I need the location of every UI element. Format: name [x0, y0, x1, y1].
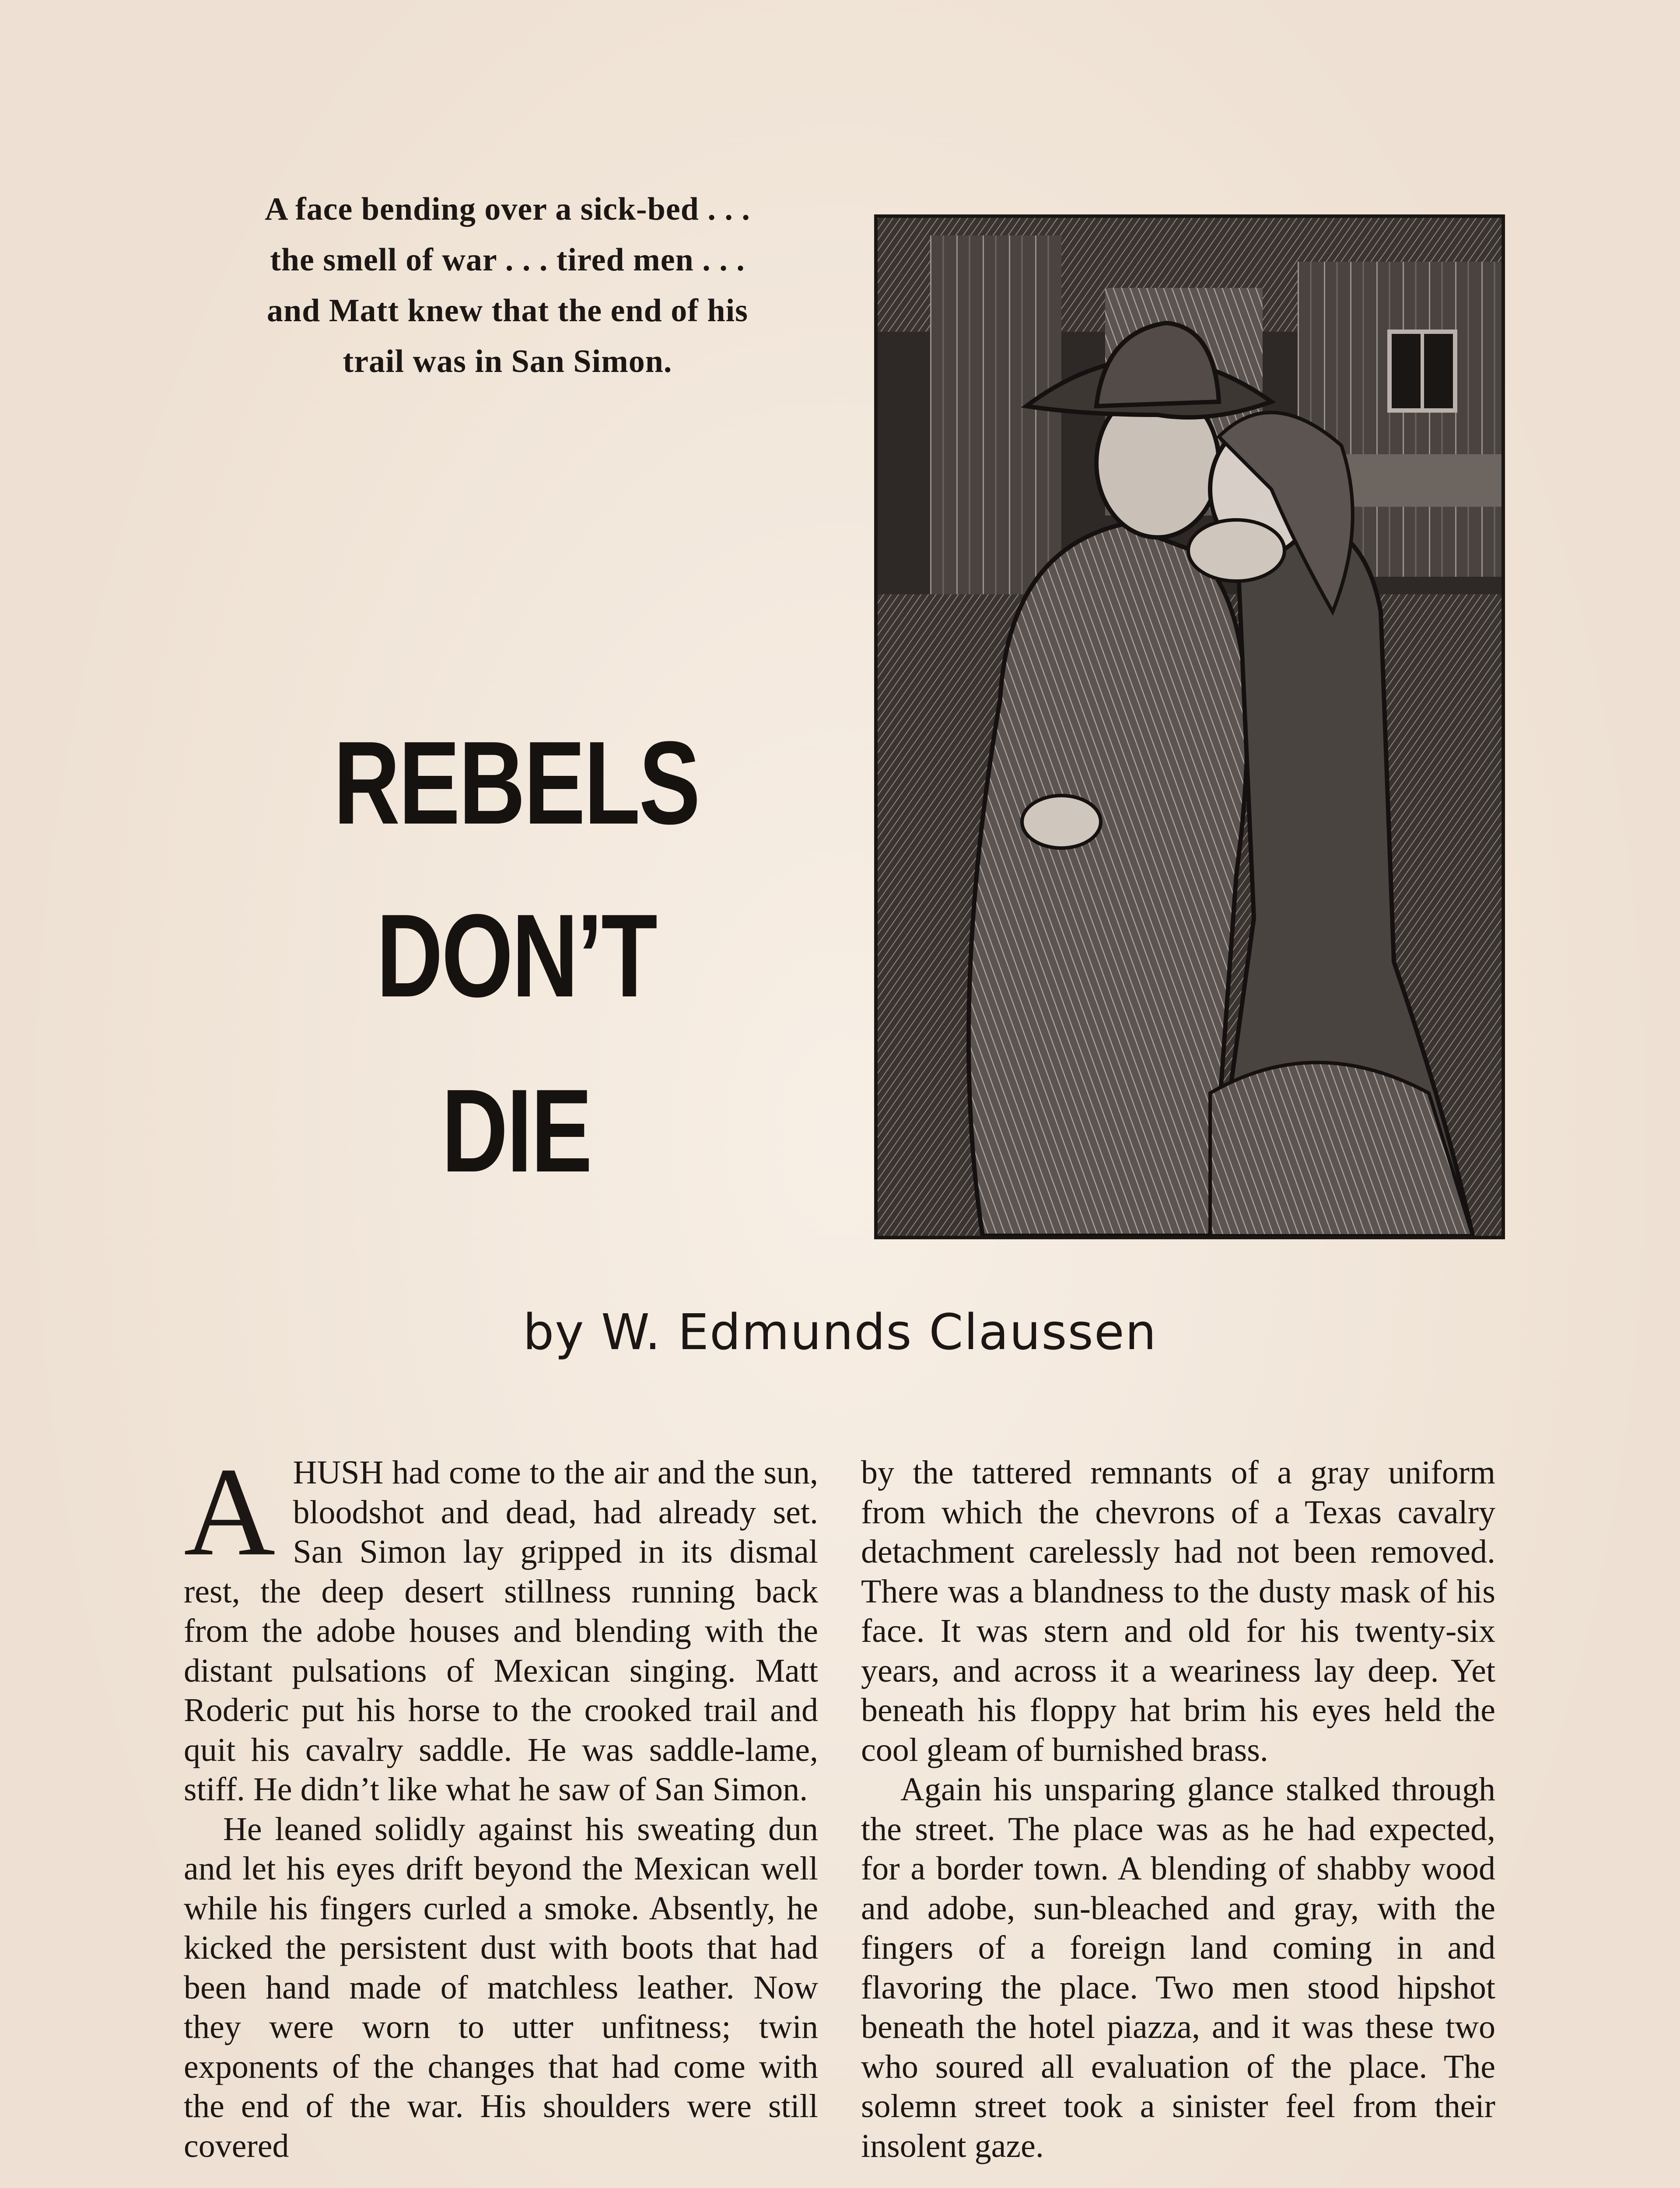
story-title-line-1: REBELS [333, 717, 699, 849]
paragraph-text: HUSH had come to the air and the sun, bloodshot and dead, had already set. San Simon lay gripped in its dismal rest, the deep desert stillness running back from the adobe houses and blending with the distant pulsations of Mexican singing. Matt Roderic put his horse to the crooked trail and quit his cavalry saddle. He was saddle-lame, stiff. He didn’t like what he saw of San Simon. [184, 1454, 818, 1808]
blurb-line: the smell of war . . . tired men . . . [270, 242, 745, 278]
story-paragraph [184, 1453, 818, 1809]
story-paragraph: by the tattered remnants of a gray uniform from which the chevrons of a Texas cavalry detachment carelessly had not been removed. There was a blandness to the dusty mask of his face. It was stern and old for his twenty-six years, and across it a weariness lay deep. Yet beneath his floppy hat brim his eyes held the cool gleam of burnished brass. [861, 1454, 1495, 1768]
blurb-line: A face bending over a sick-bed . . . [265, 191, 750, 227]
drop-cap: A [184, 1453, 276, 1582]
blurb-line: and Matt knew that the end of his [267, 293, 748, 329]
story-paragraph: He leaned solidly against his sweating dun and let his eyes drift beyond the Mexican well while his fingers curled a smoke. Absently, he kicked the persistent dust with boots that had been hand made of matchless leather. Now they were worn to utter unfitness; twin exponents of the changes that had come with the end of the war. His shoulders were still covered [184, 1810, 818, 2164]
story-title-line-3: DIE [441, 1065, 591, 1197]
byline: by W. Edmunds Claussen [523, 1304, 1157, 1361]
story-title-line-2: DON’T [376, 890, 656, 1022]
story-blurb [188, 184, 827, 387]
blurb-line: trail was in San Simon. [343, 344, 672, 379]
illustration-artwork [878, 218, 1502, 1236]
story-paragraph: Again his unsparing glance stalked through the street. The place was as he had expected, for a border town. A blending of shabby wood and adobe, sun-bleached and gray, with the fingers of a foreign land coming in and flavoring the place. Two men stood hipshot beneath the hotel piazza, and it was these two who soured all evaluation of the place. The solemn street took a sinister feel from their insolent gaze. [861, 1771, 1495, 2164]
story-column-right [861, 1453, 1495, 2188]
kissing-couple-illustration [874, 214, 1505, 1239]
story-column-left [184, 1453, 818, 2188]
